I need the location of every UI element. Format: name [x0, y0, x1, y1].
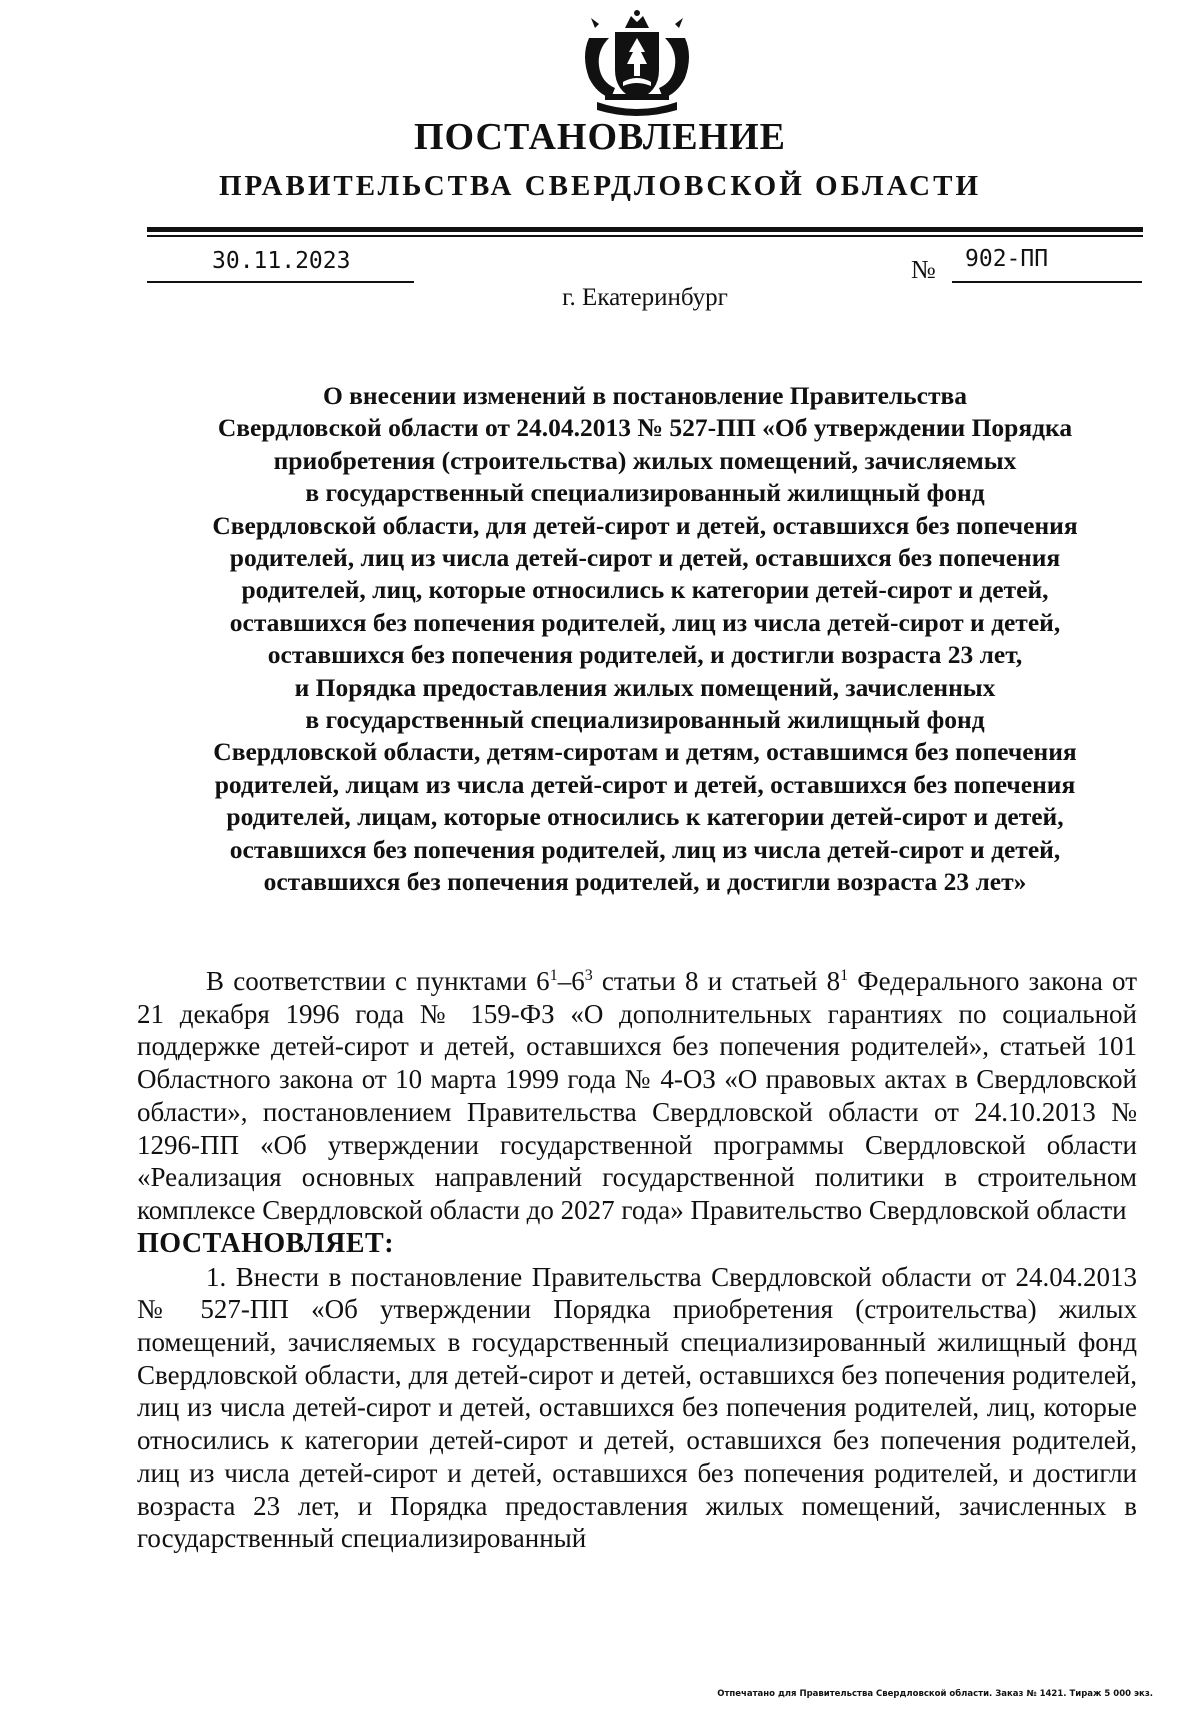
- title-line: родителей, лиц из числа детей-сирот и детей, оставшихся без попечения: [229, 543, 1061, 573]
- document-date: 30.11.2023: [212, 248, 351, 274]
- document-number: 902-ПП: [965, 246, 1049, 272]
- title-line: в государственный специализированный жилищный фонд: [305, 705, 985, 735]
- preamble-text: статьи 8 и статьей 8: [592, 966, 841, 996]
- superscript: 1: [549, 967, 558, 984]
- clause-1-paragraph: 1. Внести в постановление Правительства Свердловской области от 24.04.2013 № 527-ПП «Об утверждении Порядка приобретения (строительства) жилых помещений, зачисляемых в государственный специализированный жилищный фонд Свердловской области, для детей-сирот и детей, оставшихся без попечения родителей, лиц из числа детей-сирот и детей, оставшихся без попечения родителей, лиц, которые относились к категории детей-сирот и детей, оставшихся без попечения родителей, лиц из числа детей-сирот и детей, оставшихся без попечения родителей, и достигли возраста 23 лет, и Порядка предоставления жилых помещений, зачисленных в государственный специализированный: [137, 1261, 1137, 1554]
- preamble-text: В соответствии с пунктами 6: [206, 966, 550, 996]
- title-line: и Порядка предоставления жилых помещений, зачисленных: [294, 672, 996, 702]
- title-line: оставшихся без попечения родителей, и достигли возраста 23 лет,: [267, 640, 1023, 670]
- document-body: [137, 965, 1137, 1555]
- header-divider-thin: [147, 235, 1143, 237]
- preamble-paragraph: [137, 965, 1137, 1227]
- header-divider-thick: [147, 227, 1143, 232]
- title-line: родителей, лицам из числа детей-сирот и детей, оставшихся без попечения: [214, 769, 1076, 799]
- title-line: оставшихся без попечения родителей, лиц из числа детей-сирот и детей,: [229, 607, 1061, 637]
- print-footer: Отпечатано для Правительства Свердловской области. Заказ № 1421. Тираж 5 000 экз.: [717, 1689, 1153, 1699]
- coat-of-arms-icon: [575, 8, 699, 120]
- preamble-text: –6: [557, 966, 585, 996]
- document-type-heading: ПОСТАНОВЛЕНИЕ: [413, 116, 787, 158]
- title-line: родителей, лицам, которые относились к категории детей-сирот и детей,: [226, 802, 1064, 832]
- title-line: О внесении изменений в постановление Правительства: [322, 381, 968, 410]
- title-line: Свердловской области, для детей-сирот и детей, оставшихся без попечения: [212, 510, 1078, 540]
- document-title: [150, 380, 1140, 899]
- date-underline: [147, 281, 414, 283]
- title-line: оставшихся без попечения родителей, и достигли возраста 23 лет»: [263, 867, 1027, 897]
- preamble-text: Федерального закона от 21 декабря 1996 года № 159-ФЗ «О дополнительных гарантиях по социальной поддержке детей-сирот и детей, оставшихся без попечения родителей», статьей 101 Областного закона от 10 марта 1999 года № 4-ОЗ «О правовых актах в Свердловской области», постановлением Правительства Свердловской области от 24.10.2013 № 1296-ПП «Об утверждении государственной программы Свердловской области «Реализация основных направлений государственной политики в строительном комплексе Свердловской области до 2027 года» Правительство Свердловской области: [137, 966, 1138, 1225]
- title-line: в государственный специализированный жилищный фонд: [305, 478, 985, 508]
- title-line: родителей, лиц, которые относились к категории детей-сирот и детей,: [241, 575, 1049, 605]
- title-line: Свердловской области от 24.04.2013 № 527-ПП «Об утверждении Порядка: [217, 413, 1073, 443]
- title-line: оставшихся без попечения родителей, лиц из числа детей-сирот и детей,: [229, 834, 1061, 864]
- number-underline: [952, 281, 1142, 283]
- title-line: приобретения (строительства) жилых помещений, зачисляемых: [273, 445, 1017, 475]
- number-sign: №: [911, 255, 936, 284]
- city: г. Екатеринбург: [562, 284, 728, 311]
- superscript: 3: [584, 967, 593, 984]
- title-line: Свердловской области, детям-сиротам и детям, оставшимся без попечения: [213, 737, 1077, 767]
- decree-heading: ПОСТАНОВЛЯЕТ:: [137, 1227, 395, 1259]
- issuer-heading: ПРАВИТЕЛЬСТВА СВЕРДЛОВСКОЙ ОБЛАСТИ: [218, 170, 982, 202]
- superscript: 1: [840, 967, 849, 984]
